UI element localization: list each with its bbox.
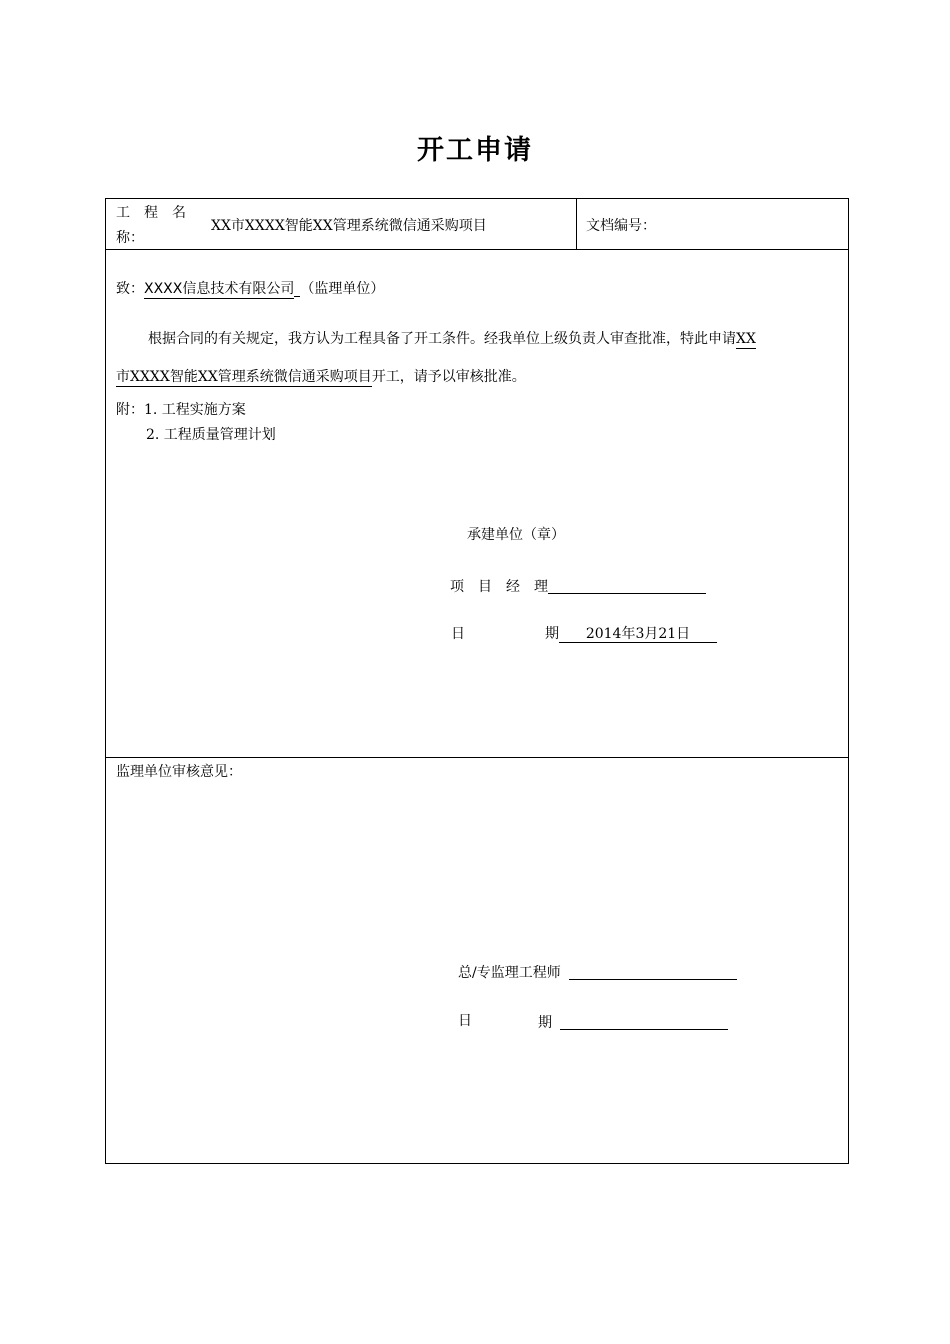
application-paragraph-line1: 根据合同的有关规定，我方认为工程具备了开工条件。经我单位上级负责人审查批准，特此申请XX	[148, 331, 756, 347]
project-name-label-line2: 称：	[116, 230, 144, 246]
project-manager-row	[450, 578, 706, 594]
date-label-right: 期	[545, 626, 559, 642]
review-date-label-left: 日	[458, 1013, 472, 1029]
supervision-company: XXXX信息技术有限公司	[144, 281, 295, 297]
project-manager-label: 项 目 经 理	[450, 579, 548, 595]
date-value: 2014年3月21日	[559, 627, 717, 643]
attachments-line1	[116, 403, 246, 417]
date-row	[545, 627, 717, 643]
supervising-engineer-row	[458, 964, 737, 980]
addressee-suffix: （监理单位）	[300, 281, 385, 297]
review-section-border	[105, 757, 849, 758]
supervising-engineer-signature-field	[569, 964, 737, 980]
addressee-prefix: 致：	[116, 281, 144, 297]
attachment-prefix: 附：	[116, 402, 144, 418]
header-row-border	[105, 249, 849, 250]
attachment-item: 1. 工程实施方案	[144, 402, 246, 418]
addressee-line	[116, 281, 384, 297]
project-name-value: XX市XXXX智能XX管理系统微信通采购项目	[211, 218, 487, 234]
application-paragraph-line2: 市XXXX智能XX管理系统微信通采购项目开工，请予以审核批准。	[116, 369, 526, 385]
table-left-border	[105, 198, 106, 1164]
project-manager-signature-field	[548, 578, 706, 594]
table-top-border	[105, 198, 849, 199]
project-name-ref-part2: 市XXXX智能XX管理系统微信通采购项目	[116, 369, 372, 385]
supervising-engineer-label: 总/专监理工程师	[458, 965, 561, 981]
page-title: 开工申请	[417, 135, 533, 166]
review-date-field	[560, 1014, 728, 1030]
header-column-divider	[576, 198, 577, 250]
contractor-seal-label: 承建单位（章）	[467, 527, 565, 543]
supervision-opinion-label: 监理单位审核意见：	[116, 764, 242, 780]
project-name-ref-part1: XX	[736, 331, 756, 347]
project-name-label-line1: 工 程 名	[116, 205, 186, 221]
table-bottom-border	[105, 1163, 849, 1164]
attachment-item: 2. 工程质量管理计划	[146, 427, 276, 443]
review-date-label-right: 期	[538, 1015, 552, 1031]
table-right-border	[848, 198, 849, 1164]
review-date-row	[538, 1014, 728, 1030]
doc-number-label: 文档编号：	[586, 218, 656, 234]
date-label-left: 日	[451, 626, 465, 642]
